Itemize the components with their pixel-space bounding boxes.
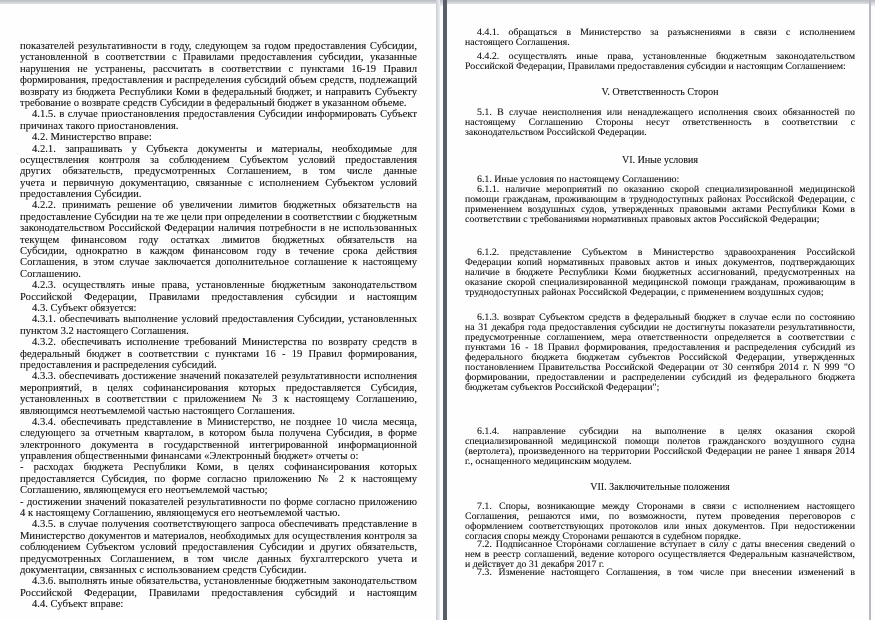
text-line: 4.2. Министерство вправе:: [32, 132, 152, 144]
clause-6-1: [465, 175, 855, 185]
text-line: других обязательств, предусмотренных Соглашением, в том числе данные: [20, 166, 417, 178]
clause-7-2: [465, 540, 855, 570]
paragraph: [20, 519, 417, 576]
text-line: на 31 декабря года предоставления субсидии не достигнуты показатели результативности,: [465, 323, 855, 333]
text-line: 4.3.1. обеспечивать выполнение условий предоставления Субсидии, установленных: [32, 314, 417, 326]
text-line: 4.3.3. обеспечивать достижение значений показателей результативности исполнения: [32, 371, 417, 383]
text-line: постановлением Правительства Российской Федерации от 30 сентября 2014 г. N 999 "О: [465, 363, 855, 373]
text-line: 4.2.2. принимать решение об увеличении лимитов бюджетных обязательств на: [32, 200, 417, 212]
text-line: и действует до 31 декабря 2017 г.: [465, 560, 605, 570]
text-line: текущем финансовом году остатках лимитов бюджетных обязательств на: [20, 234, 417, 246]
text-line: учета и первичную документацию, связанные с исполнением Субъектом условий: [20, 177, 417, 189]
text-line: Российской Федерации, Правилами предоставления субсидий и настоящим: [20, 587, 417, 599]
paragraph: [20, 417, 417, 463]
text-line: осуществления контроля за соблюдением Субъектом условий предоставления: [20, 154, 417, 166]
clause-4-4-1: [465, 28, 855, 48]
text-line: Российской Федерации, Правилами предоставления субсидии и настоящим Соглашением:: [465, 62, 846, 72]
text-line: оформлением соответствующих протоколов или иных документов. При недостижении: [465, 522, 855, 532]
paragraph: [20, 303, 417, 314]
text-line: Соглашению, являющемуся его неотъемлемой частью;: [20, 485, 268, 497]
text-line: Федерации копий нормативных правовых актов и иных документов, подтверждающих: [465, 258, 855, 268]
text-line: 4.3.5. в случае получения соответствующего запроса обеспечивать представление в: [32, 519, 417, 531]
text-line: 4.2.1. запрашивать у Субъекта документы и материалы, необходимые для: [32, 143, 417, 155]
text-line: настоящего Соглашения.: [465, 38, 570, 48]
text-line: предоставления и распределения субсидий.: [20, 359, 217, 371]
text-line: Российской Федерации, Правилами предоставления субсидии и настоящим: [20, 291, 417, 303]
text-line: предусмотренных Соглашением, в том числе данных бухгалтерского учета и: [20, 553, 417, 565]
clause-6-1-4: [465, 427, 855, 467]
text-line: 4.4. Субъект вправе:: [32, 599, 124, 611]
text-line: - расходах бюджета Республики Коми, в целях софинансирования которых: [20, 462, 417, 474]
text-line: оказание скорой специализированной медицинской помощи гражданам, проживающим в: [465, 278, 855, 288]
text-line: специализированной медицинской помощи полетов гражданского воздушного судна: [465, 437, 855, 447]
text-line: установленных в соответствии с приложением № 3 к настоящему Соглашению,: [20, 394, 417, 406]
paragraph: [20, 314, 417, 337]
text-line: г., оснащенного медицинским модулем.: [465, 457, 632, 467]
text-line: 4.3. Субъект обязуется:: [32, 302, 137, 314]
text-line: 4.4.2. осуществлять иные права, установленные бюджетным законодательством: [477, 52, 855, 62]
paragraph: [20, 462, 417, 496]
text-line: электронного документа в государственной интегрированной информационной: [20, 439, 417, 451]
text-line: возврату из бюджета Республики Коми в федеральный бюджет, и направить Субъекту: [20, 86, 417, 98]
text-line: федерального бюджета бюджетам субъектов Российской Федерации, утвержденных: [465, 353, 855, 363]
page-gutter-shadow: [436, 0, 440, 620]
text-line: 7.2. Подписанное Сторонами соглашение вступает в силу с даты внесения сведений о: [477, 540, 855, 550]
clause-6-1-3: [465, 313, 855, 393]
paragraph: [20, 200, 417, 280]
text-line: 4.4.1. обращаться в Министерство за разъяснениями в связи с исполнением: [477, 28, 855, 38]
text-line: 6.1. Иные условия по настоящему Соглашению:: [477, 175, 680, 185]
text-line: документации, связанных с использованием средств Субсидии.: [20, 564, 307, 576]
paragraph: [20, 144, 417, 201]
paragraph: [20, 41, 417, 109]
paragraph: [20, 497, 417, 520]
text-line: 4.3.6. выполнять иные обязательства, установленные бюджетным законодательством: [32, 576, 417, 588]
clause-6-1-1: [465, 185, 855, 225]
text-line: 4.2.3. осуществлять иные права, установленные бюджетным законодательством: [32, 280, 417, 292]
text-line: требование о возврате средств Субсидии в федеральный бюджет в указанном объеме.: [20, 97, 407, 109]
text-line: причинах такого приостановления.: [20, 120, 179, 132]
clause-7-1: [465, 502, 855, 542]
text-line: законодательством Российской Федерации.: [465, 128, 647, 138]
text-line: пунктами 16 - 18 Правил формирования, предоставления и распределения субсидий из: [465, 343, 855, 353]
text-line: 6.1.1. наличие мероприятий по оказанию скорой специализированной медицинской: [477, 185, 855, 195]
text-line: 6.1.3. возврат Субъектом средств в федеральный бюджет в случае если по состоянию: [477, 313, 855, 323]
text-line: формирования, предоставления и распределения субсидий объем средств, подлежащий: [20, 75, 417, 87]
text-line: 5.1. В случае неисполнения или ненадлежащего исполнения своих обязанностей по: [477, 108, 855, 118]
text-line: предусмотренные соглашением, мера ответственности определяется в соответствии с: [465, 333, 855, 343]
text-line: (вертолета), произведенного на территории Российской Федерации не ранее 1 января 2014: [465, 447, 855, 457]
text-line: наличие в бюджете Республики Коми бюджетных ассигнований, предусмотренных на: [465, 268, 855, 278]
text-line: Субсидии, однократно в каждом финансовом году в течение срока действия: [20, 246, 417, 258]
text-line: Соглашения, решаются ими, по возможности, путем проведения переговоров с: [465, 512, 855, 522]
text-line: управления общественными финансами «Электронный бюджет» отчеты о:: [20, 451, 359, 463]
text-line: Соглашения, в этом случае заключается дополнительное соглашение к настоящему: [20, 257, 417, 269]
text-line: 4.3.2. обеспечивать исполнение требований Министерства по возврату средств в: [32, 337, 417, 349]
text-line: соответствии с требованиями нормативных правовых актов Российской Федерации;: [465, 215, 820, 225]
text-line: бюджетам субъектов Российской Федерации";: [465, 383, 660, 393]
text-line: согласия споры между Сторонами решаются в судебном порядке.: [465, 532, 741, 542]
section-heading-vii: VII. Заключительные положения: [590, 482, 730, 493]
text-line: 6.1.4. направление субсидии на выполнение в целях оказания скорой: [477, 427, 855, 437]
text-line: применением воздушных судов, утвержденных правовыми актами Республики Коми в: [465, 205, 855, 215]
paragraph: [20, 109, 417, 132]
paragraph: [20, 599, 417, 610]
clause-6-1-2: [465, 248, 855, 298]
paragraph: [20, 280, 417, 303]
page-gutter-divider: [443, 0, 447, 620]
clause-4-4-2: [465, 52, 855, 72]
text-line: соблюдением Субъектом условий предоставления Субсидии и других обязательств,: [20, 542, 417, 554]
text-line: труднодоступных районах Российской Федерации, с применением воздушных судов;: [465, 288, 824, 298]
left-page-text: [20, 41, 417, 611]
text-line: помощи гражданам, проживающим в труднодоступных районах Российской Федерации, с: [465, 195, 855, 205]
section-heading-v: V. Ответственность Сторон: [601, 87, 719, 98]
clause-7-3: [465, 568, 855, 578]
text-line: Министерство документов и материалов, необходимых для осуществления контроля за: [20, 530, 417, 542]
text-line: законодательством Российской Федерации наличия потребности в не использованных: [20, 223, 417, 235]
section-heading-vi: VI. Иные условия: [622, 155, 698, 166]
text-line: нарушения не устранены, рассчитать в соответствии с пунктами 16-19 Правил: [20, 63, 417, 75]
text-line: показателей результативности в году, следующем за годом предоставления Субсидии,: [20, 41, 417, 52]
text-line: федеральный бюджет в соответствии с пунктами 16 - 19 Правил формирования,: [20, 348, 417, 360]
paragraph: [20, 576, 417, 599]
text-line: предоставление Субсидии на те же цели при определении в соответствии с бюджетным: [20, 211, 417, 223]
text-line: нем в реестр соглашений, ведение которого осуществляется Федеральным казначейством,: [465, 550, 855, 560]
text-line: Соглашению.: [20, 268, 81, 280]
text-line: 4.3.4. обеспечивать представление в Министерство, не позднее 10 числа месяца,: [32, 416, 417, 428]
paragraph: [20, 371, 417, 417]
text-line: 7.3. Изменение настоящего Соглашения, в том числе при внесении изменений в: [477, 568, 855, 578]
text-line: следующего за отчетным кварталом, в котором была получена Субсидия, в форме: [20, 428, 417, 440]
clause-5-1: [465, 108, 855, 138]
text-line: предоставляется Субсидия, по форме согласно приложению № 2 к настоящему: [20, 473, 417, 485]
text-line: установленной в соответствии с Правилами предоставления субсидии, указанные: [20, 52, 417, 64]
text-line: формировании, предоставлении и распределении субсидий из федерального бюджета: [465, 373, 855, 383]
text-line: 4.1.5. в случае приостановления предоставления Субсидии информировать Субъект: [32, 109, 417, 121]
text-line: предоставления Субсидии.: [20, 189, 142, 201]
text-line: 6.1.2. представление Субъектом в Министерство здравоохранения Российской: [477, 248, 855, 258]
text-line: пунктом 3.2 настоящего Соглашения.: [20, 325, 189, 337]
text-line: 4 к настоящему Соглашению, являющемуся его неотъемлемой частью.: [20, 508, 341, 520]
paragraph: [20, 337, 417, 371]
text-line: - достижении значений показателей результативности по форме согласно приложению: [20, 496, 417, 508]
scan-right-edge: [869, 0, 871, 620]
text-line: настоящему Соглашению Стороны несут ответственность в соответствии с: [465, 118, 855, 128]
text-line: являющимся неотъемлемой частью настоящего Соглашения.: [20, 405, 295, 417]
text-line: 7.1. Споры, возникающие между Сторонами в связи с исполнением настоящего: [477, 502, 855, 512]
text-line: мероприятий, в целях софинансирования которых предоставляется Субсидия,: [20, 382, 417, 394]
paragraph: [20, 132, 417, 143]
